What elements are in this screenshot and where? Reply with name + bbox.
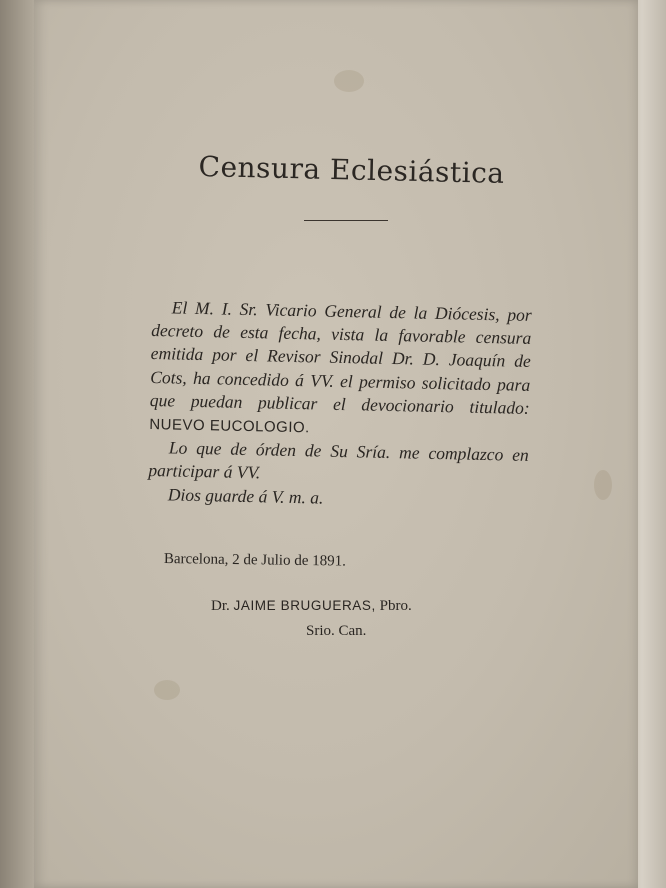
page-title: Censura Eclesiástica <box>198 150 505 190</box>
paragraph-closing: Dios guarde á V. m. a. <box>167 484 324 508</box>
paper-stain <box>154 680 180 700</box>
book-title: NUEVO EUCOLOGIO. <box>149 415 310 437</box>
paragraph-decree <box>149 296 532 444</box>
signature-name: JAIME BRUGUERAS, <box>233 598 376 613</box>
censorship-text <box>148 296 532 514</box>
decree-text: El M. I. Sr. Vicario General de la Diócesis, por decreto de esta fecha, vista la favorable censura emitida por el Revisor Sinodal Dr. D. Joaquín de Cots, ha concedido á VV. el permiso solicitado para que puedan publicar el devocionario titulado: <box>149 297 532 418</box>
signature-suffix: Pbro. <box>379 598 412 614</box>
title-divider <box>304 220 388 221</box>
signature-prefix: Dr. <box>211 598 230 614</box>
paragraph-order: Lo que de órden de Su Sría. me complazco en participar á VV. <box>148 437 529 483</box>
paper-stain <box>334 70 364 92</box>
signature-line <box>211 598 412 615</box>
paper-stain <box>594 470 612 500</box>
signature-role: Srio. Can. <box>306 623 367 639</box>
book-page <box>34 0 638 888</box>
date-line: Barcelona, 2 de Julio de 1891. <box>163 551 347 570</box>
